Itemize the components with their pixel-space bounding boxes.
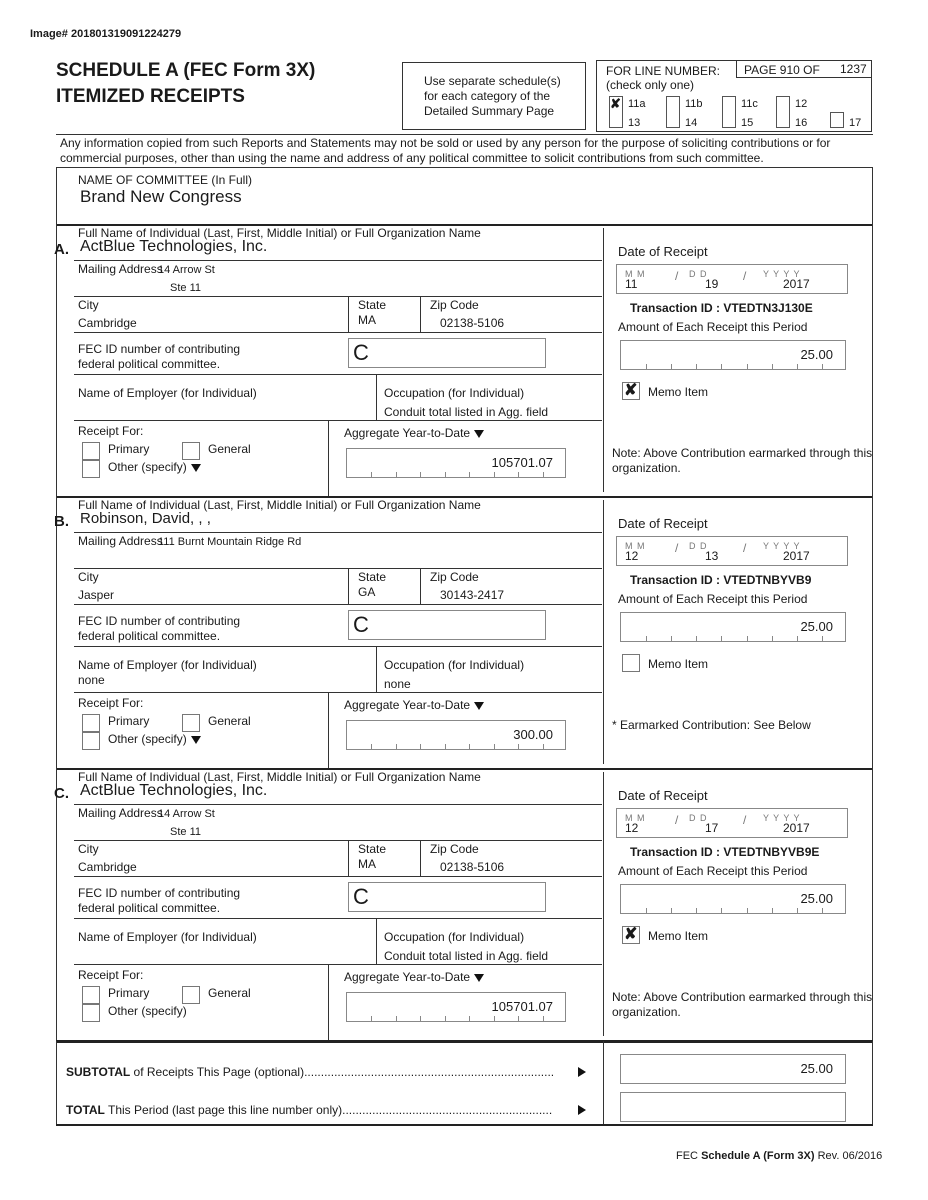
occupation-value: Conduit total listed in Agg. field [384,405,549,419]
city-value: Jasper [78,588,115,602]
digit-tick [671,636,672,641]
other-specify-label [108,1004,187,1018]
date-separator: / [743,541,747,555]
receipt-for-label: Receipt For: [78,696,144,710]
line-label-15: 15 [741,117,754,129]
line-label-11b: 11b [685,98,703,110]
line-label-12: 12 [795,98,808,110]
total-label [66,1103,566,1117]
employer-underline [74,692,602,693]
digit-tick [396,472,397,477]
entry-left-border [56,224,57,496]
fec-id-label-2: federal political committee. [78,629,221,643]
digit-tick [518,1016,519,1021]
digit-tick [797,636,798,641]
fec-prefix-c: C [353,340,369,365]
totals-left-border [56,1041,57,1125]
name-underline [74,260,602,261]
page-label: PAGE 910 OF [744,63,820,77]
employer-underline [74,964,602,965]
aggregate-label [344,970,484,984]
page-total: 1237 [840,62,867,76]
date-of-receipt-field[interactable] [616,536,848,566]
digit-tick [772,636,773,641]
occupation-value: Conduit total listed in Agg. field [384,949,549,963]
address-underline [74,296,602,297]
fec-id-label: FEC ID number of contributing [78,614,241,628]
date-separator: / [743,269,747,283]
total-amount-box[interactable] [620,1092,846,1122]
digit-tick [646,636,647,641]
committee-name: Brand New Congress [80,187,242,206]
line-label-14: 14 [685,117,698,129]
state-value: MA [358,857,376,871]
month-value: 11 [625,277,638,291]
city-label: City [78,570,99,584]
line-11b-checkbox[interactable] [666,96,680,128]
entry-note: Note: Above Contribution earmarked through this organization. [612,990,873,1019]
other-checkbox[interactable] [82,732,100,750]
state-label: State [358,842,387,856]
zip-label: Zip Code [430,842,479,856]
occupation-label: Occupation (for Individual) [384,386,525,400]
digit-tick [396,1016,397,1021]
digit-tick [696,908,697,913]
aggregate-divider [328,420,329,496]
instructions-line: Detailed Summary Page [424,104,555,118]
digit-tick [469,472,470,477]
digit-tick [518,472,519,477]
caret-down-icon [474,430,484,438]
digit-tick [494,472,495,477]
digit-tick [396,744,397,749]
digit-tick [646,908,647,913]
month-placeholder: M M [625,269,646,279]
month-value: 12 [625,549,639,563]
total-bottom-line [56,1124,873,1126]
digit-tick [671,364,672,369]
instructions-text [424,74,561,119]
employer-label: Name of Employer (for Individual) [78,930,257,944]
zip-divider [420,296,421,332]
memo-item-checkbox[interactable] [622,654,640,672]
memo-item-label: Memo Item [648,929,709,943]
line-label-13: 13 [628,117,641,129]
arrow-right-icon [578,1105,586,1115]
transaction-id: Transaction ID : VTEDTNBYVB9 [630,573,812,587]
address-underline [74,840,602,841]
entry-note: * Earmarked Contribution: See Below [612,718,811,732]
digit-tick [822,364,823,369]
full-name-label: Full Name of Individual (Last, First, Middle Initial) or Full Organization Name [78,498,481,512]
caret-down-icon [191,736,201,744]
fec-id-field[interactable] [348,610,546,640]
year-value: 2017 [783,277,810,291]
year-placeholder: Y Y Y Y [763,541,801,551]
general-label: General [208,986,251,1000]
digit-tick [469,744,470,749]
aggregate-label [344,426,484,440]
caret-down-icon [191,464,201,472]
aggregate-label-text: Aggregate Year-to-Date [344,426,471,440]
amount-value: 25.00 [800,891,833,906]
digit-tick [445,744,446,749]
employer-label: Name of Employer (for Individual) [78,658,257,672]
digit-tick [721,364,722,369]
date-of-receipt-label: Date of Receipt [618,788,708,803]
digit-tick [646,364,647,369]
digit-tick [518,744,519,749]
date-of-receipt-field[interactable] [616,264,848,294]
entry-note: Note: Above Contribution earmarked through this organization. [612,446,873,475]
line-11c-checkbox[interactable] [722,96,736,128]
city-label: City [78,298,99,312]
digit-tick [543,1016,544,1021]
digit-tick [494,1016,495,1021]
day-value: 13 [705,549,719,563]
amount-each-label: Amount of Each Receipt this Period [618,592,808,606]
digit-tick [469,1016,470,1021]
committee-right-border [872,167,873,225]
state-value: MA [358,313,376,327]
address-underline [74,568,602,569]
primary-label: Primary [108,442,150,456]
zip-value: 30143-2417 [440,588,505,602]
entry-left-border [56,768,57,1040]
state-divider [348,296,349,332]
aggregate-label-text: Aggregate Year-to-Date [344,970,471,984]
entry-column-divider [603,500,604,764]
state-label: State [358,570,387,584]
state-label: State [358,298,387,312]
state-value: GA [358,585,376,599]
fec-underline [74,918,602,919]
entry-column-divider [603,228,604,492]
contributor-name: ActBlue Technologies, Inc. [80,782,268,799]
other-checkbox[interactable] [82,1004,100,1022]
footer [676,1150,882,1162]
amount-each-label: Amount of Each Receipt this Period [618,320,808,334]
aggregate-divider [328,692,329,768]
digit-tick [420,1016,421,1021]
date-separator: / [675,269,679,283]
digit-tick [797,364,798,369]
date-of-receipt-label: Date of Receipt [618,244,708,259]
amount-value: 25.00 [800,347,833,362]
day-value: 17 [705,821,719,835]
primary-checkbox[interactable] [82,442,100,460]
checkmark-icon: ✘ [610,96,621,111]
footer-prefix: FEC [676,1150,702,1162]
primary-label: Primary [108,714,150,728]
digit-tick [543,472,544,477]
digit-tick [696,636,697,641]
general-label: General [208,442,251,456]
date-separator: / [675,813,679,827]
digit-tick [671,908,672,913]
general-label: General [208,714,251,728]
employer-underline [74,420,602,421]
address-line-1: 14 Arrow St [158,808,215,820]
primary-label: Primary [108,986,150,1000]
aggregate-label-text: Aggregate Year-to-Date [344,698,471,712]
digit-tick [772,908,773,913]
caret-down-icon [474,702,484,710]
city-label: City [78,842,99,856]
year-value: 2017 [783,549,810,563]
subtotal-label-bold: SUBTOTAL [66,1065,131,1079]
subtotal-top-line [56,1041,873,1043]
digit-tick [420,472,421,477]
other-specify-label [108,732,201,746]
zip-value: 02138-5106 [440,860,505,874]
aggregate-divider [328,964,329,1040]
line-label-11a: 11a [628,98,646,110]
occupation-divider [376,918,377,964]
month-value: 12 [625,821,639,835]
total-label-rest: This Period (last page this line number only)............................................................... [104,1103,553,1117]
state-divider [348,568,349,604]
subtotal-amount-box[interactable] [620,1054,846,1084]
employer-value: none [78,673,105,687]
line-label-17: 17 [849,117,862,129]
digit-tick [371,744,372,749]
digit-tick [371,1016,372,1021]
digit-tick [420,744,421,749]
entry-letter: C. [54,785,69,802]
disclaimer: Any information copied from such Reports and Statements may not be sold or used by any person for the purpose of soliciting contributions or for commercial purposes, other than using the name and address of any political committee to solicit contributions from such committee. [60,136,831,165]
transaction-id: Transaction ID : VTEDTNBYVB9E [630,845,820,859]
image-id: Image# 201801319091224279 [30,28,182,40]
for-line-label: FOR LINE NUMBER: [606,64,721,78]
digit-tick [747,364,748,369]
other-specify-text: Other (specify) [108,1004,187,1018]
address-line-1: 111 Burnt Mountain Ridge Rd [158,536,302,548]
subtotal-value: 25.00 [800,1061,833,1076]
mailing-address-label: Mailing Address [78,806,163,820]
line-label-11c: 11c [741,98,758,110]
fec-id-label-2: federal political committee. [78,357,221,371]
amount-each-label: Amount of Each Receipt this Period [618,864,808,878]
other-specify-text: Other (specify) [108,732,187,746]
aggregate-amount-field[interactable] [346,448,566,478]
full-name-label: Full Name of Individual (Last, First, Middle Initial) or Full Organization Name [78,226,481,240]
primary-checkbox[interactable] [82,986,100,1004]
aggregate-value: 105701.07 [491,455,553,470]
zip-label: Zip Code [430,298,479,312]
check-only-label: (check only one) [606,78,695,92]
state-divider [348,840,349,876]
zip-divider [420,840,421,876]
committee-divider [56,167,873,168]
year-placeholder: Y Y Y Y [763,269,801,279]
city-value: Cambridge [78,316,137,330]
form-title: SCHEDULE A (FEC Form 3X) [56,60,316,81]
date-separator: / [743,813,747,827]
amount-field[interactable] [620,340,846,370]
aggregate-value: 300.00 [513,727,553,742]
zip-value: 02138-5106 [440,316,505,330]
digit-tick [543,744,544,749]
checkmark-icon: ✘ [624,926,638,943]
occupation-label: Occupation (for Individual) [384,930,525,944]
receipt-for-label: Receipt For: [78,424,144,438]
contributor-name: Robinson, David, , , [80,510,211,527]
year-value: 2017 [783,821,810,835]
form-subtitle: ITEMIZED RECEIPTS [56,86,245,107]
day-placeholder: D D [689,813,708,823]
city-underline [74,332,602,333]
day-value: 19 [705,277,719,291]
mailing-address-label: Mailing Address [78,534,163,548]
fec-id-label: FEC ID number of contributing [78,342,241,356]
day-placeholder: D D [689,541,708,551]
fec-underline [74,646,602,647]
entry-letter: B. [54,513,69,530]
city-underline [74,876,602,877]
caret-down-icon [474,974,484,982]
total-label-bold: TOTAL [66,1103,105,1117]
address-line-1: 14 Arrow St [158,264,215,276]
transaction-id: Transaction ID : VTEDTN3J130E [630,301,813,315]
instructions-line: for each category of the [424,89,551,103]
committee-left-border [56,167,57,225]
day-placeholder: D D [689,269,708,279]
footer-revision: Rev. 06/2016 [814,1150,883,1162]
digit-tick [747,636,748,641]
footer-form: Schedule A (Form 3X) [701,1150,815,1162]
entry-column-divider [603,772,604,1036]
employer-label: Name of Employer (for Individual) [78,386,257,400]
name-underline [74,532,602,533]
digit-tick [721,908,722,913]
occupation-divider [376,646,377,692]
digit-tick [822,636,823,641]
other-checkbox[interactable] [82,460,100,478]
line-label-16: 16 [795,117,808,129]
totals-divider [603,1041,604,1125]
fec-id-field[interactable] [348,882,546,912]
digit-tick [721,636,722,641]
full-name-label: Full Name of Individual (Last, First, Middle Initial) or Full Organization Name [78,770,481,784]
fec-prefix-c: C [353,884,369,909]
zip-divider [420,568,421,604]
city-underline [74,604,602,605]
primary-checkbox[interactable] [82,714,100,732]
subtotal-label-rest: of Receipts This Page (optional)........................................................................... [130,1065,555,1079]
occupation-divider [376,374,377,420]
digit-tick [822,908,823,913]
address-line-2: Ste 11 [170,282,201,294]
address-line-2: Ste 11 [170,826,201,838]
occupation-value: none [384,677,411,691]
aggregate-amount-field[interactable] [346,992,566,1022]
other-specify-text: Other (specify) [108,460,187,474]
instructions-line: Use separate schedule(s) [424,74,561,88]
digit-tick [445,1016,446,1021]
general-checkbox[interactable] [182,442,200,460]
digit-tick [494,744,495,749]
name-underline [74,804,602,805]
receipt-for-label: Receipt For: [78,968,144,982]
memo-item-label: Memo Item [648,657,709,671]
amount-value: 25.00 [800,619,833,634]
header-divider [56,134,873,135]
month-placeholder: M M [625,541,646,551]
amount-field[interactable] [620,612,846,642]
date-separator: / [675,541,679,555]
amount-field[interactable] [620,884,846,914]
month-placeholder: M M [625,813,646,823]
occupation-label: Occupation (for Individual) [384,658,525,672]
digit-tick [797,908,798,913]
checkmark-icon: ✘ [624,382,638,399]
fec-prefix-c: C [353,612,369,637]
aggregate-amount-field[interactable] [346,720,566,750]
city-value: Cambridge [78,860,137,874]
aggregate-value: 105701.07 [491,999,553,1014]
fec-id-field[interactable] [348,338,546,368]
general-checkbox[interactable] [182,986,200,1004]
year-placeholder: Y Y Y Y [763,813,801,823]
subtotal-label [66,1065,566,1079]
contributor-name: ActBlue Technologies, Inc. [80,238,268,255]
other-specify-label [108,460,201,474]
fec-id-label-2: federal political committee. [78,901,221,915]
line-17-checkbox[interactable] [830,112,844,128]
fec-underline [74,374,602,375]
entry-left-border [56,496,57,768]
digit-tick [772,364,773,369]
entry-letter: A. [54,241,69,258]
mailing-address-label: Mailing Address [78,262,163,276]
committee-label: NAME OF COMMITTEE (In Full) [78,173,252,187]
digit-tick [371,472,372,477]
zip-label: Zip Code [430,570,479,584]
line-12-checkbox[interactable] [776,96,790,128]
memo-item-label: Memo Item [648,385,709,399]
arrow-right-icon [578,1067,586,1077]
totals-right-border [872,1041,873,1125]
digit-tick [445,472,446,477]
aggregate-label [344,698,484,712]
general-checkbox[interactable] [182,714,200,732]
digit-tick [696,364,697,369]
date-of-receipt-field[interactable] [616,808,848,838]
digit-tick [747,908,748,913]
date-of-receipt-label: Date of Receipt [618,516,708,531]
fec-id-label: FEC ID number of contributing [78,886,241,900]
